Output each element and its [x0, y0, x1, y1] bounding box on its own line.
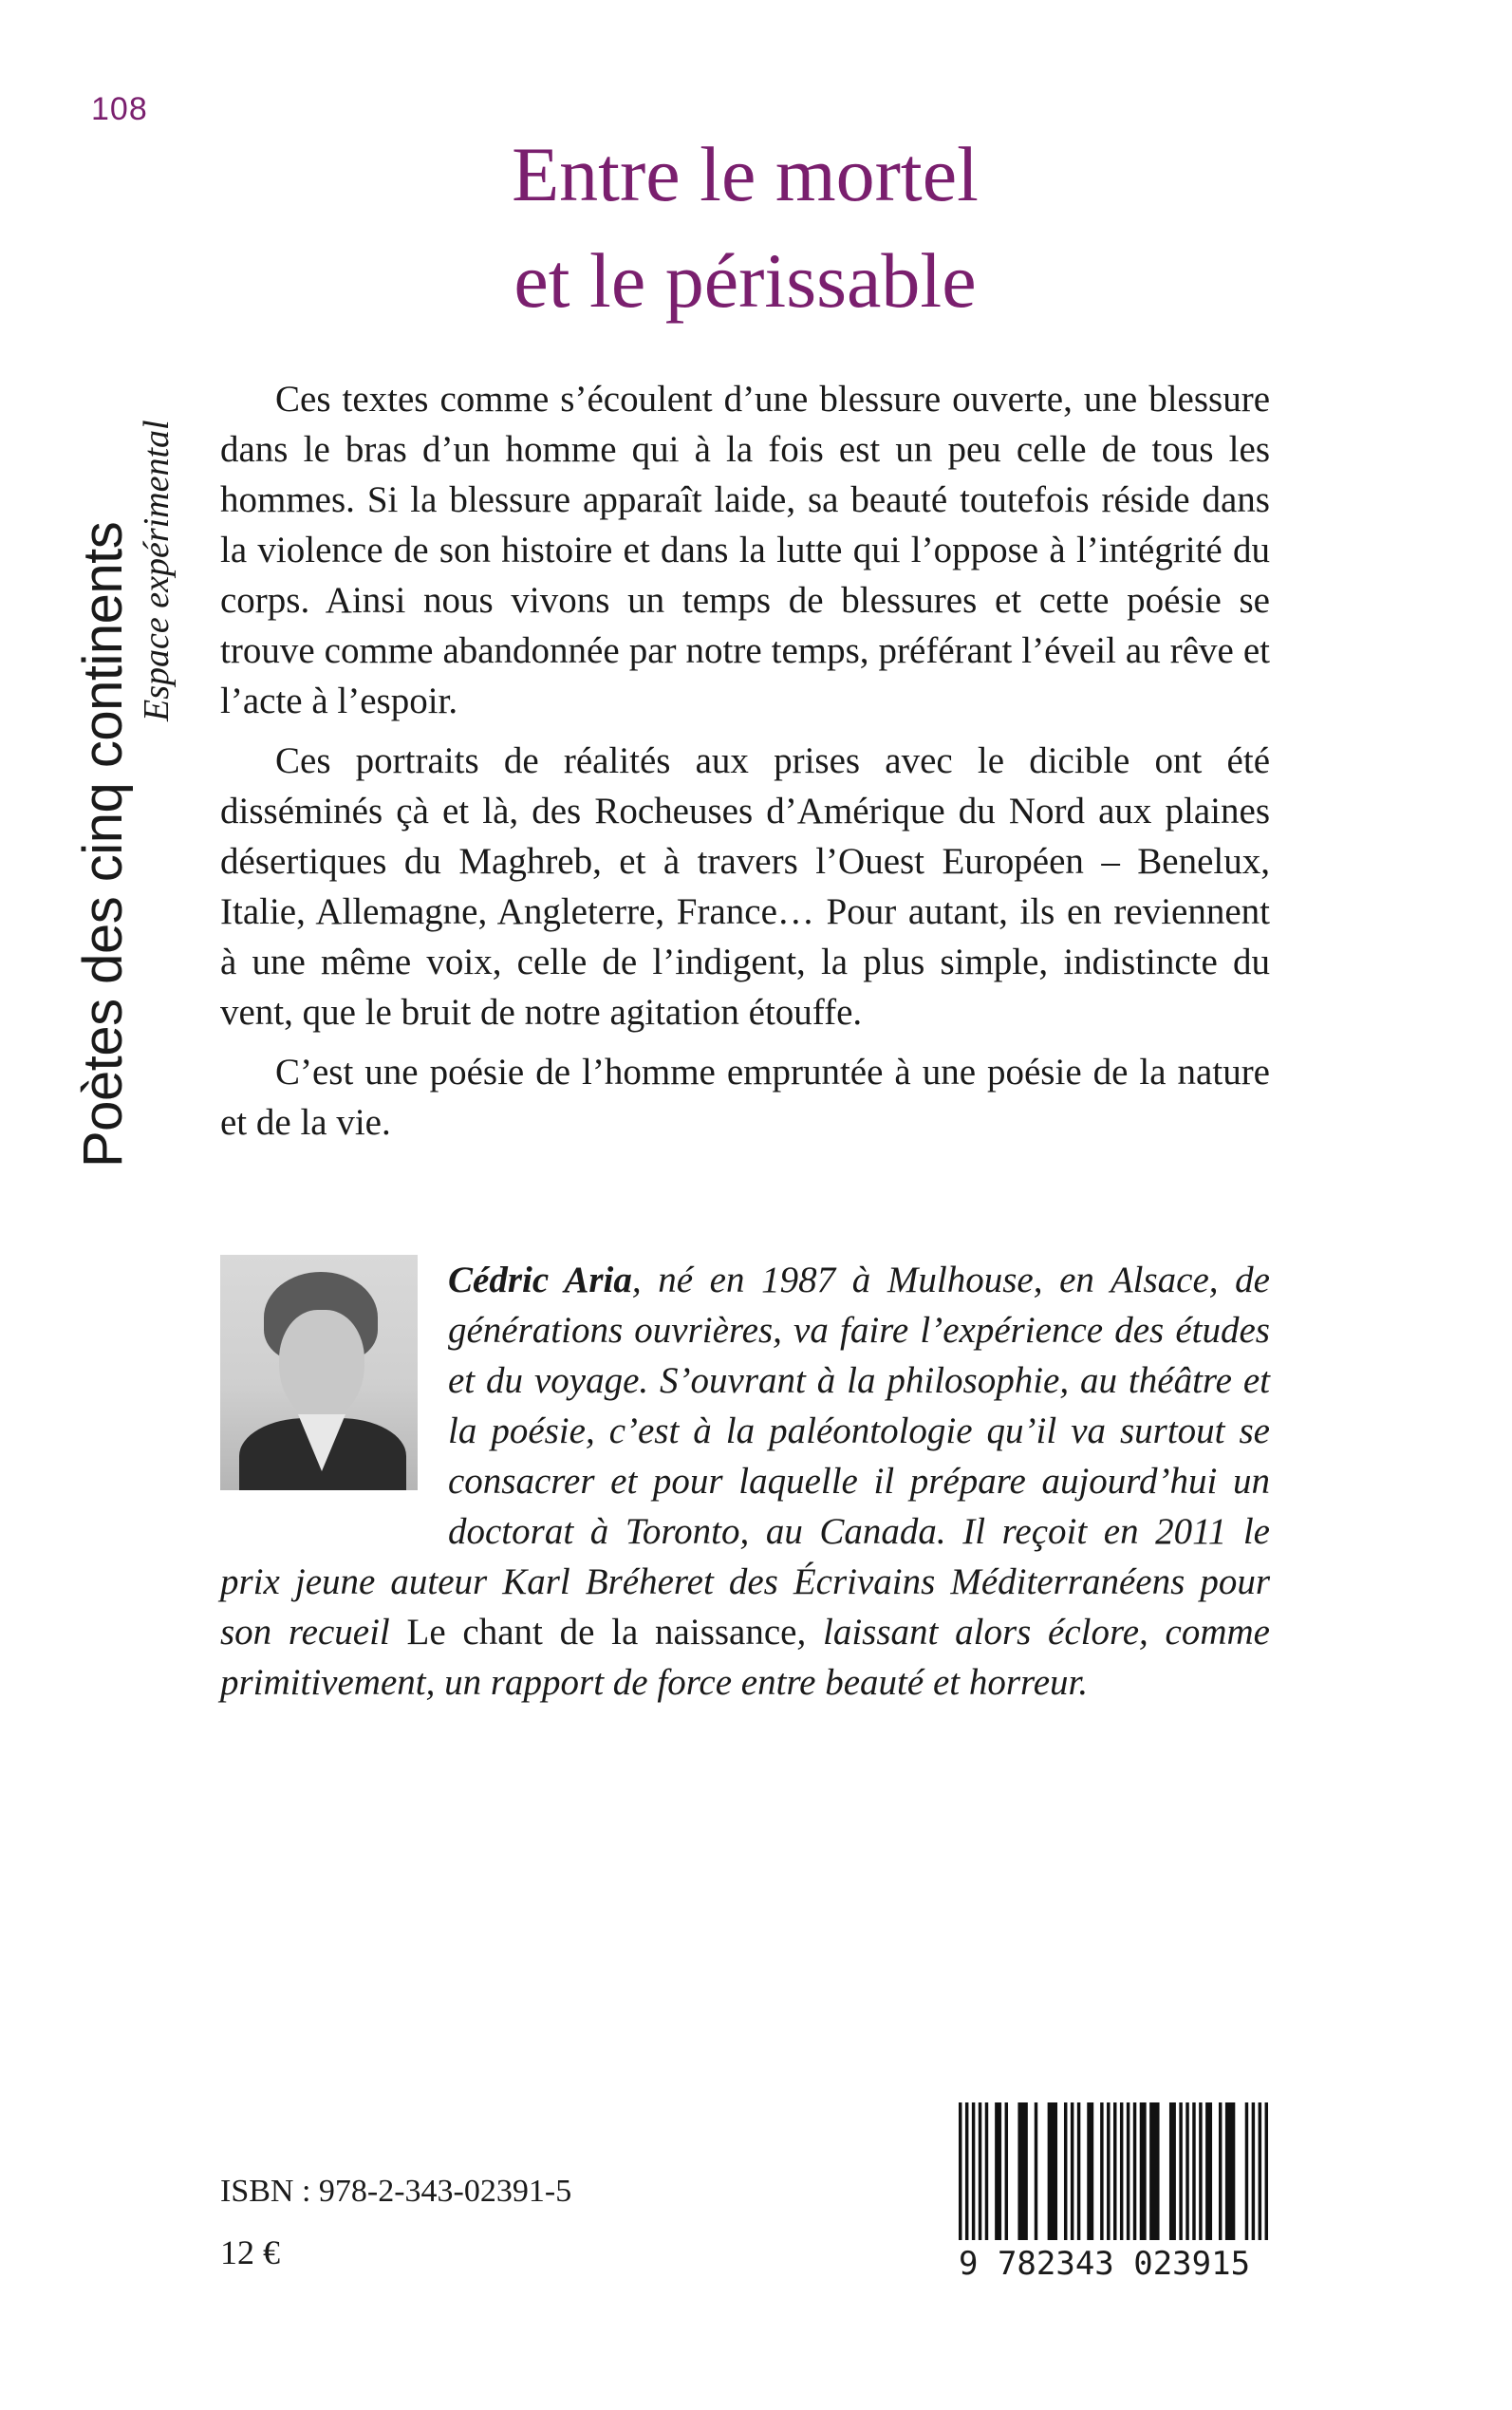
- series-number: 108: [91, 91, 148, 127]
- barcode-bar: [995, 2102, 1001, 2240]
- book-title-line-2: et le périssable: [513, 237, 977, 324]
- barcode-bar: [1127, 2102, 1129, 2240]
- barcode-bar: [1140, 2102, 1147, 2240]
- author-bio-end: , laissant alors éclore, comme primitivement, un rapport de force entre beauté et horreur.: [220, 1612, 1270, 1703]
- barcode-bar: [1071, 2102, 1073, 2240]
- back-cover-text: [220, 374, 1270, 1157]
- barcode-bar: [1133, 2102, 1136, 2240]
- barcode-bar: [1149, 2102, 1159, 2240]
- author-name: Cédric Aria: [448, 1260, 632, 1300]
- book-title-line-1: Entre le mortel: [512, 131, 979, 217]
- barcode-bar: [1265, 2102, 1268, 2240]
- barcode-bar: [1199, 2102, 1202, 2240]
- series-subtitle: Espace expérimental: [137, 420, 177, 721]
- barcode-bar: [965, 2102, 968, 2240]
- barcode-bar: [1017, 2102, 1027, 2240]
- barcode-bar: [1219, 2102, 1222, 2240]
- barcode-bar: [1185, 2102, 1188, 2240]
- barcode: [959, 2102, 1268, 2283]
- barcode-bars: [959, 2102, 1268, 2240]
- barcode-bar: [1077, 2102, 1080, 2240]
- barcode-bar: [959, 2102, 961, 2240]
- barcode-bar: [1035, 2102, 1037, 2240]
- barcode-bar: [1245, 2102, 1248, 2240]
- barcode-bar: [1113, 2102, 1116, 2240]
- barcode-bar: [985, 2102, 988, 2240]
- author-bio-text: , né en 1987 à Mulhouse, en Alsace, de générations ouvrières, va faire l’expérience des études et du voyage. S’ouvrant à la philosophie, au théâtre et la poésie, c’est à la paléontologie qu’il va surtout se consacrer et pour laquelle il prépare aujourd’hui un doctorat à Toronto, au Canada. Il reçoit en 2011 le prix jeune auteur Karl Bréheret des Écrivains Méditerranéens pour son recueil: [220, 1260, 1270, 1653]
- barcode-bar: [972, 2102, 975, 2240]
- barcode-bar: [1107, 2102, 1110, 2240]
- barcode-bar: [1064, 2102, 1067, 2240]
- barcode-bar: [1100, 2102, 1103, 2240]
- barcode-bar: [1192, 2102, 1195, 2240]
- barcode-bar: [1252, 2102, 1255, 2240]
- isbn: ISBN : 978-2-343-02391-5: [220, 2174, 572, 2209]
- barcode-digits: 9 782343 023915: [959, 2245, 1251, 2283]
- paragraph-2: Ces portraits de réalités aux prises avec le dicible ont été disséminés çà et là, des Rocheuses d’Amérique du Nord aux plaines désertiques du Maghreb, et à travers l’Ouest Européen – Benelux, Italie, Allemagne, Angleterre, France… Pour autant, ils en reviennent à une même voix, celle de l’indigent, la plus simple, indistincte du vent, que le bruit de notre agitation étouffe.: [220, 740, 1270, 1033]
- author-book-title: Le chant de la naissance: [406, 1612, 797, 1653]
- series-spine: [71, 161, 185, 1168]
- book-title: [361, 121, 1129, 334]
- barcode-bar: [1179, 2102, 1182, 2240]
- barcode-bar: [1048, 2102, 1057, 2240]
- barcode-bar: [1169, 2102, 1176, 2240]
- paragraph-3: C’est une poésie de l’homme empruntée à une poésie de la nature et de la vie.: [220, 1052, 1270, 1143]
- price: 12 €: [220, 2233, 280, 2271]
- barcode-bar: [1259, 2102, 1261, 2240]
- paragraph-1: Ces textes comme s’écoulent d’une blessure ouverte, une blessure dans le bras d’un homme qui à la fois est un peu celle de tous les hommes. Si la blessure apparaît laide, sa beauté toutefois réside dans la violence de son histoire et dans la lutte qui l’oppose à l’intégrité du corps. Ainsi nous vivons un temps de blessures et cette poésie se trouve comme abandonnée par notre temps, préférant l’éveil au rêve et l’acte à l’espoir.: [220, 379, 1270, 721]
- barcode-bar: [1120, 2102, 1123, 2240]
- series-name: Poètes des cinq continents: [72, 521, 134, 1168]
- barcode-bar: [1005, 2102, 1008, 2240]
- barcode-bar: [979, 2102, 981, 2240]
- author-bio: [220, 1255, 1270, 1708]
- barcode-bar: [1205, 2102, 1212, 2240]
- barcode-bar: [1225, 2102, 1235, 2240]
- barcode-bar: [1087, 2102, 1093, 2240]
